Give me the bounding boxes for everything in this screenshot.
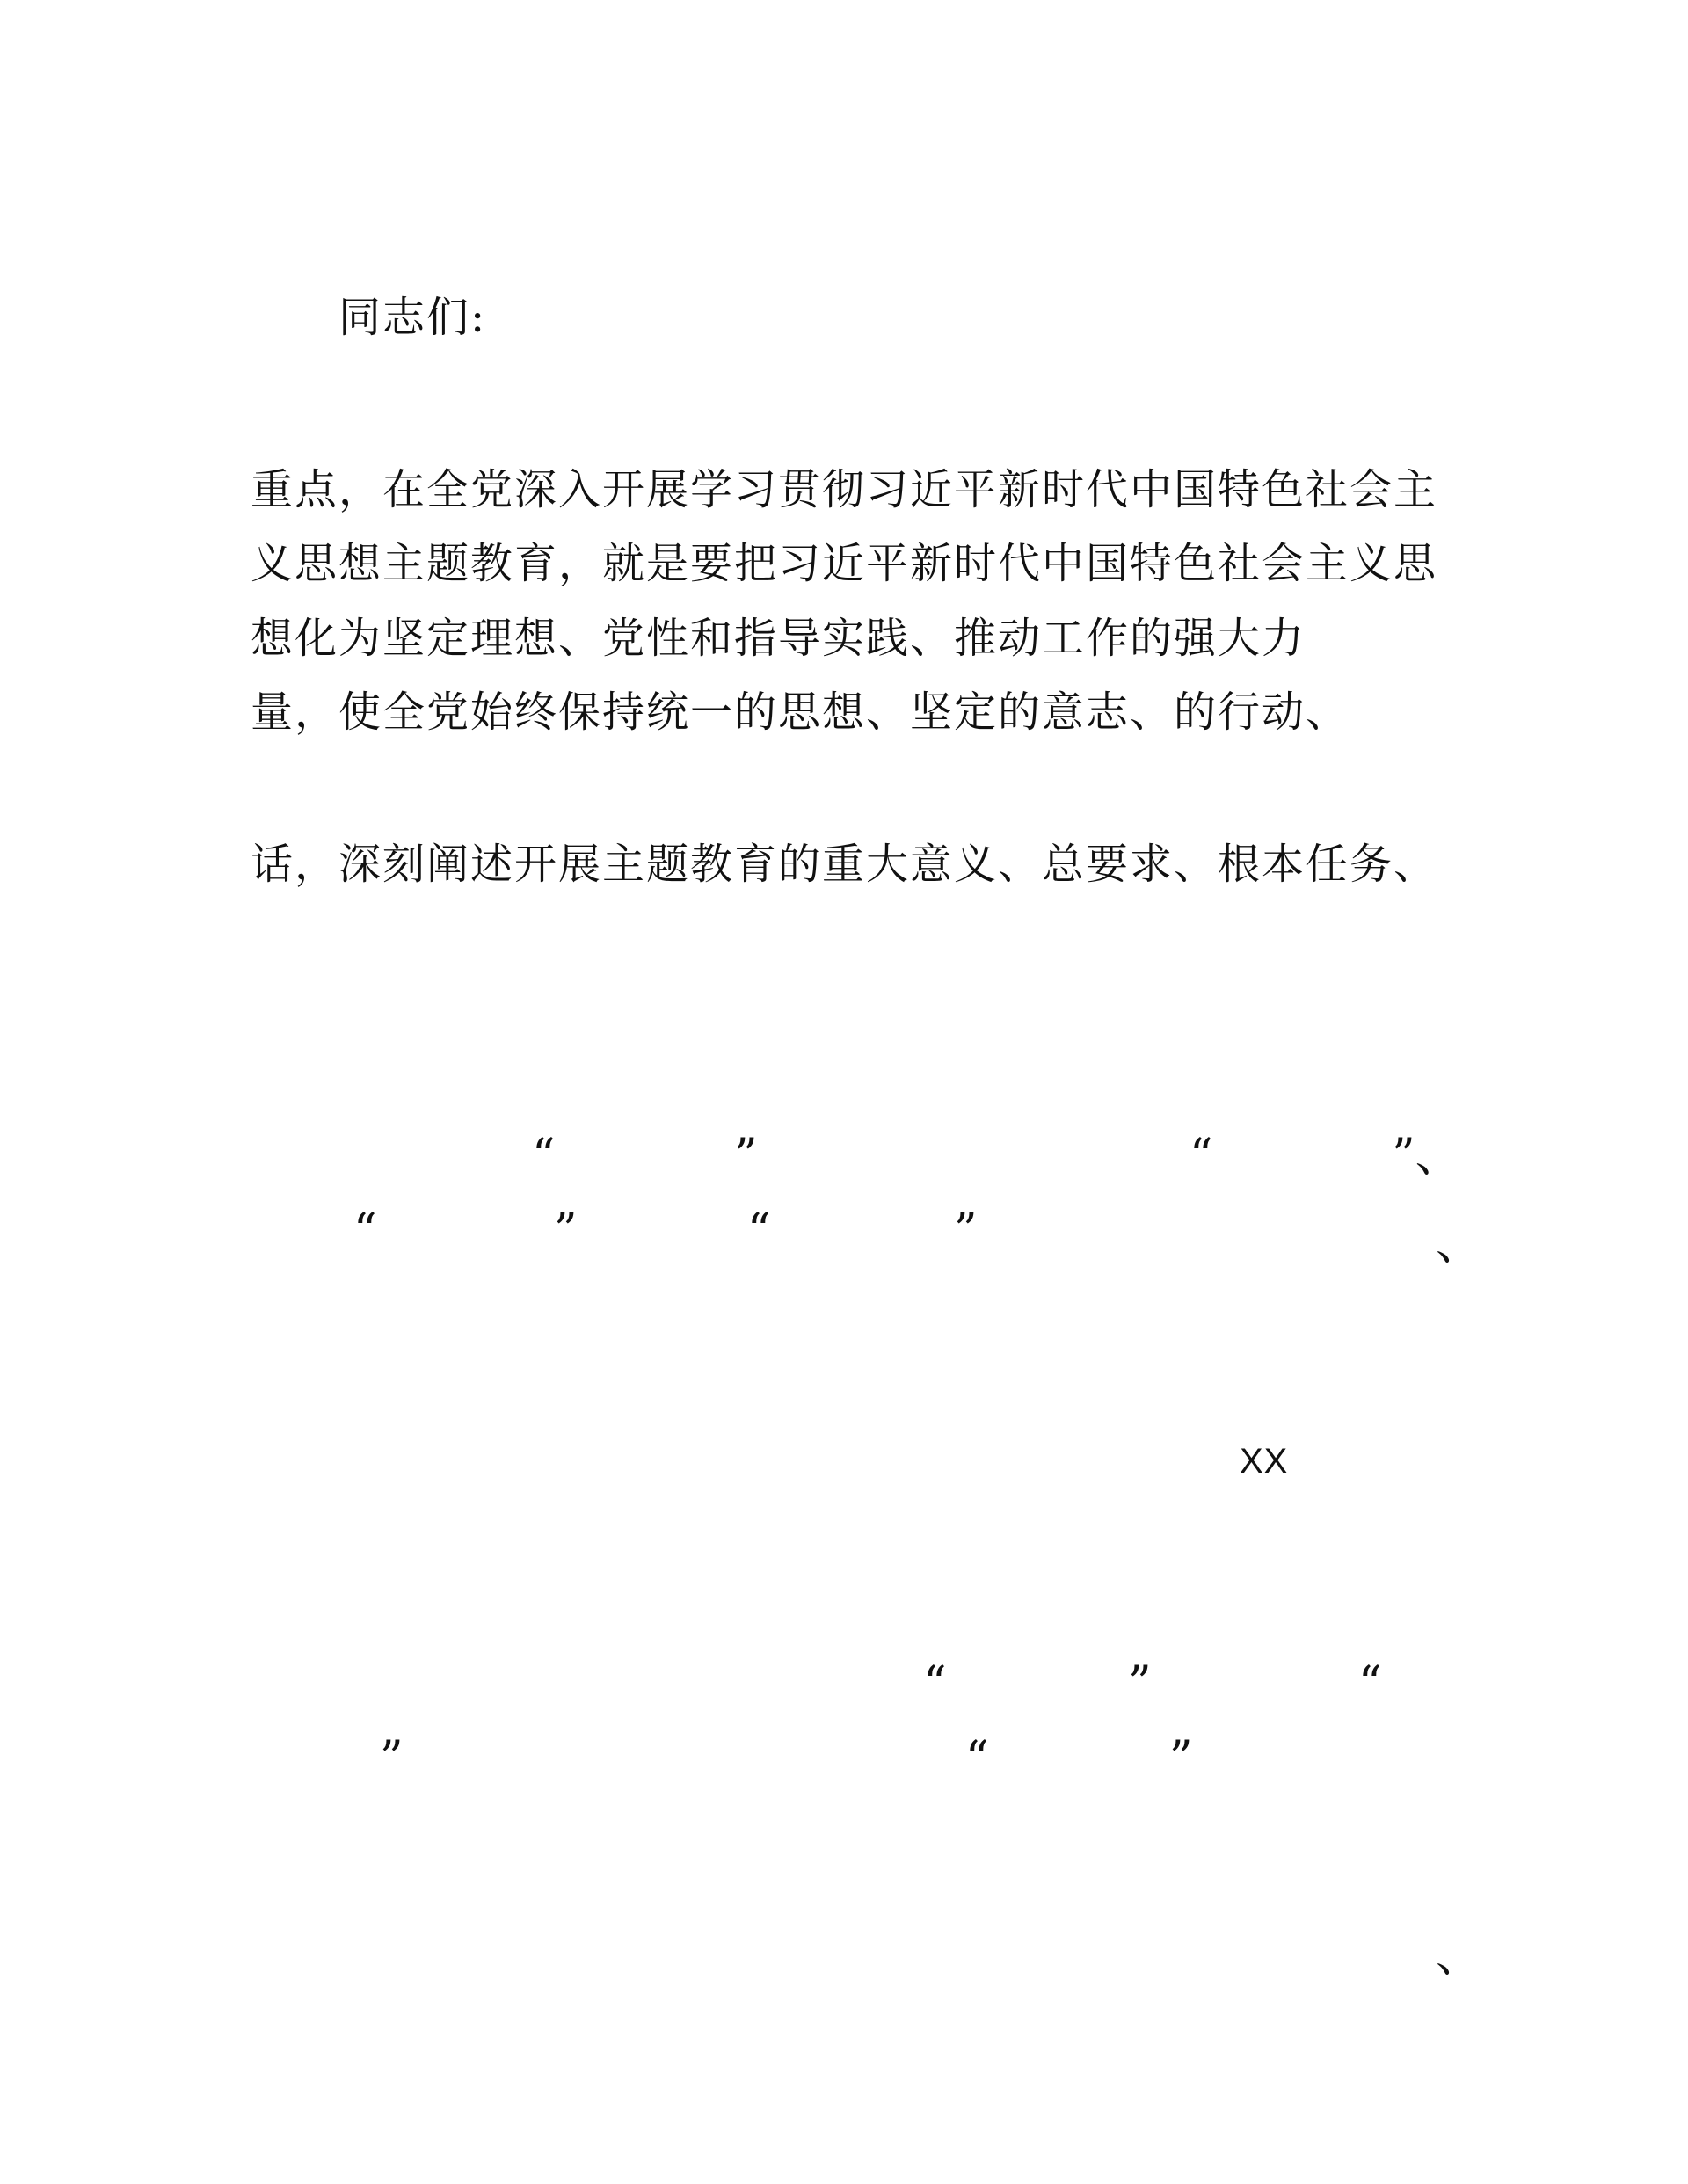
paragraph-2-line-1: 话，深刻阐述开展主题教育的重大意义、总要求、根本任务、	[251, 840, 1438, 889]
close-quote-mark: ”	[380, 1732, 404, 1785]
open-quote-mark: “	[1358, 1657, 1382, 1710]
paragraph-1-line-4: 量，使全党始终保持统一的思想、坚定的意志、的行动、	[251, 688, 1350, 737]
close-quote-mark: ”	[954, 1205, 978, 1257]
close-quote-mark: ”	[734, 1130, 758, 1183]
open-quote-mark: “	[353, 1205, 377, 1257]
close-quote-mark: ”	[1128, 1657, 1152, 1710]
open-quote-mark: “	[1190, 1130, 1213, 1183]
open-quote-mark: “	[747, 1205, 771, 1257]
paragraph-1-line-1: 重点，在全党深入开展学习贯彻习近平新时代中国特色社会主	[251, 465, 1438, 514]
salutation: 同志们:	[338, 293, 487, 342]
close-quote-mark: ”	[554, 1205, 578, 1257]
open-quote-mark: “	[923, 1657, 947, 1710]
paragraph-1-line-2: 义思想主题教育，就是要把习近平新时代中国特色社会主义思	[251, 539, 1438, 588]
paragraph-1-line-3: 想化为坚定理想、党性和指导实践、推动工作的强大力	[251, 614, 1306, 663]
enum-comma-mark: 、	[1436, 1930, 1482, 1983]
placeholder-xx: XX	[1240, 1442, 1289, 1481]
close-quote-comma-mark: ”、	[1392, 1130, 1461, 1183]
open-quote-mark: “	[532, 1130, 556, 1183]
enum-comma-mark: 、	[1436, 1218, 1482, 1270]
open-quote-mark: “	[965, 1732, 989, 1785]
close-quote-mark: ”	[1169, 1732, 1193, 1785]
